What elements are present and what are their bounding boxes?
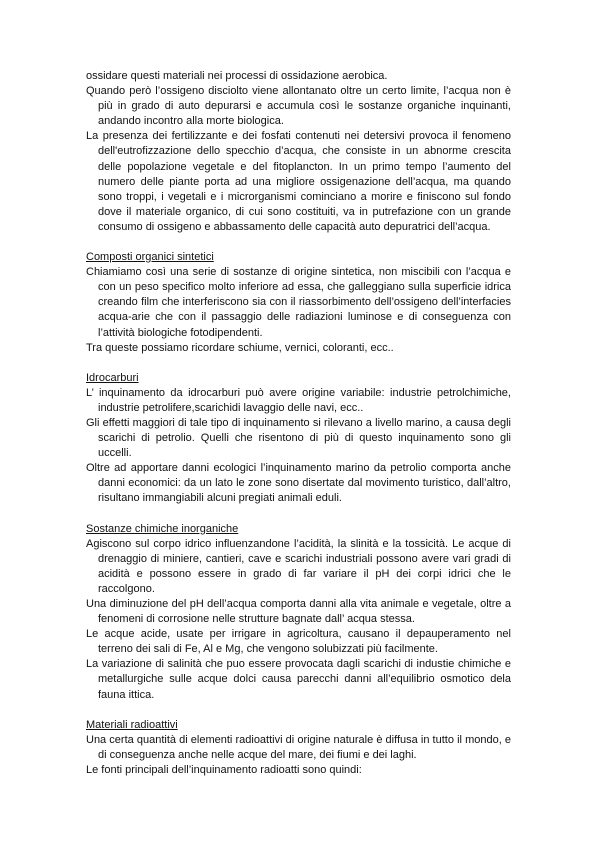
section-materiali-radioattivi	[86, 718, 511, 778]
intro-paragraph-3: La presenza dei fertilizzante e dei fosfati contenuti nei detersivi provoca il fenomeno dell'eutrofizzazione dello specchio d’acqua, che consiste in un abnorme crescita delle popolazione vegetale e del fitoplancton. In un primo tempo l’aumento del numero delle piante porta ad una migliore ossigenazione dell’acqua, ma quando sono troppi, i vegetali e i microrganismi cominciano a morire e finiscono sul fondo dove il materiale organico, di cui sono costituiti, va in putrefazione con un grande consumo di ossigeno e abbassamento delle capacità auto depuratrici dell’acqua.	[86, 130, 511, 233]
section-heading: Idrocarburi	[86, 371, 139, 384]
section-heading: Materiali radioattivi	[86, 718, 178, 731]
section-paragraph: Le fonti principali dell’inquinamento radioatti sono quindi:	[86, 763, 362, 776]
section-paragraph: La variazione di salinità che puo essere provocata dagli scarichi di industie chimiche e metallurgiche sulle acque dolci causa parecchi danni all’equilibrio osmotico dela fauna ittica.	[86, 658, 511, 701]
section-paragraph: Una certa quantità di elementi radioattivi di origine naturale è diffusa in tutto il mondo, e di conseguenza anche nelle acque del mare, dei fiumi e dei laghi.	[86, 733, 511, 761]
section-paragraph: Gli effetti maggiori di tale tipo di inquinamento si rilevano a livello marino, a causa degli scarichi di petrolio. Quelli che risentono di più di questo inquinamento sono gli uccelli.	[86, 416, 511, 460]
section-heading: Sostanze chimiche inorganiche	[86, 522, 239, 535]
intro-paragraph-1: ossidare questi materiali nei processi di ossidazione aerobica.	[86, 70, 388, 82]
section-heading: Composti organici sintetici	[86, 251, 214, 264]
section-paragraph: Una diminuzione del pH dell’acqua comporta danni alla vita animale e vegetale, oltre a fenomeni di corrosione nelle strutture bagnate dall’ acqua stessa.	[86, 598, 511, 626]
section-composti-organici	[86, 250, 511, 356]
section-paragraph: Le acque acide, usate per irrigare in agricoltura, causano il depauperamento nel terreno dei sali di Fe, Al e Mg, che vengono solubizzati più facilmente.	[86, 628, 511, 656]
intro-paragraph-2: Quando però l’ossigeno disciolto viene allontanato oltre un certo limite, l’acqua non è più in grado di auto depurarsi e accumula così le sostanze organiche inquinanti, andando incontro alla morte biologica.	[86, 85, 511, 128]
section-paragraph: Tra queste possiamo ricordare schiume, vernici, coloranti, ecc..	[86, 341, 394, 354]
section-paragraph: Agiscono sul corpo idrico influenzandone l’acidità, la slinità e la tossicità. Le acque di drenaggio di miniere, cantieri, cave e scarichi industriali possono avere vari gradi di acidità e possono essere in grado di far variare il pH dei corpi idrici che le raccolgono.	[86, 537, 511, 595]
section-paragraph: L’ inquinamento da idrocarburi può avere origine variabile: industrie petrolchimiche, industrie petrolifere,scarichidi lavaggio delle navi, ecc..	[86, 386, 511, 414]
document-page	[86, 69, 511, 778]
section-paragraph: Chiamiamo così una serie di sostanze di origine sintetica, non miscibili con l’acqua e con un peso specifico molto inferiore ad essa, che galleggiano sulla superficie idrica creando film che interferiscono sia con il riassorbimento dell’ossigeno dell’interfacies acqua-arie che con il passaggio delle radiazioni luminose e di conseguenza con l’attività biologiche fotodipendenti.	[86, 266, 511, 339]
section-paragraph: Oltre ad apportare danni ecologici l’inquinamento marino da petrolio comporta anche danni economici: da un lato le zone sono disertate dal movimento turistico, dall’altro, risultano immangiabili alcuni pregiati animali eduli.	[86, 462, 511, 505]
section-idrocarburi	[86, 371, 511, 507]
section-sostanze-inorganiche	[86, 522, 511, 703]
